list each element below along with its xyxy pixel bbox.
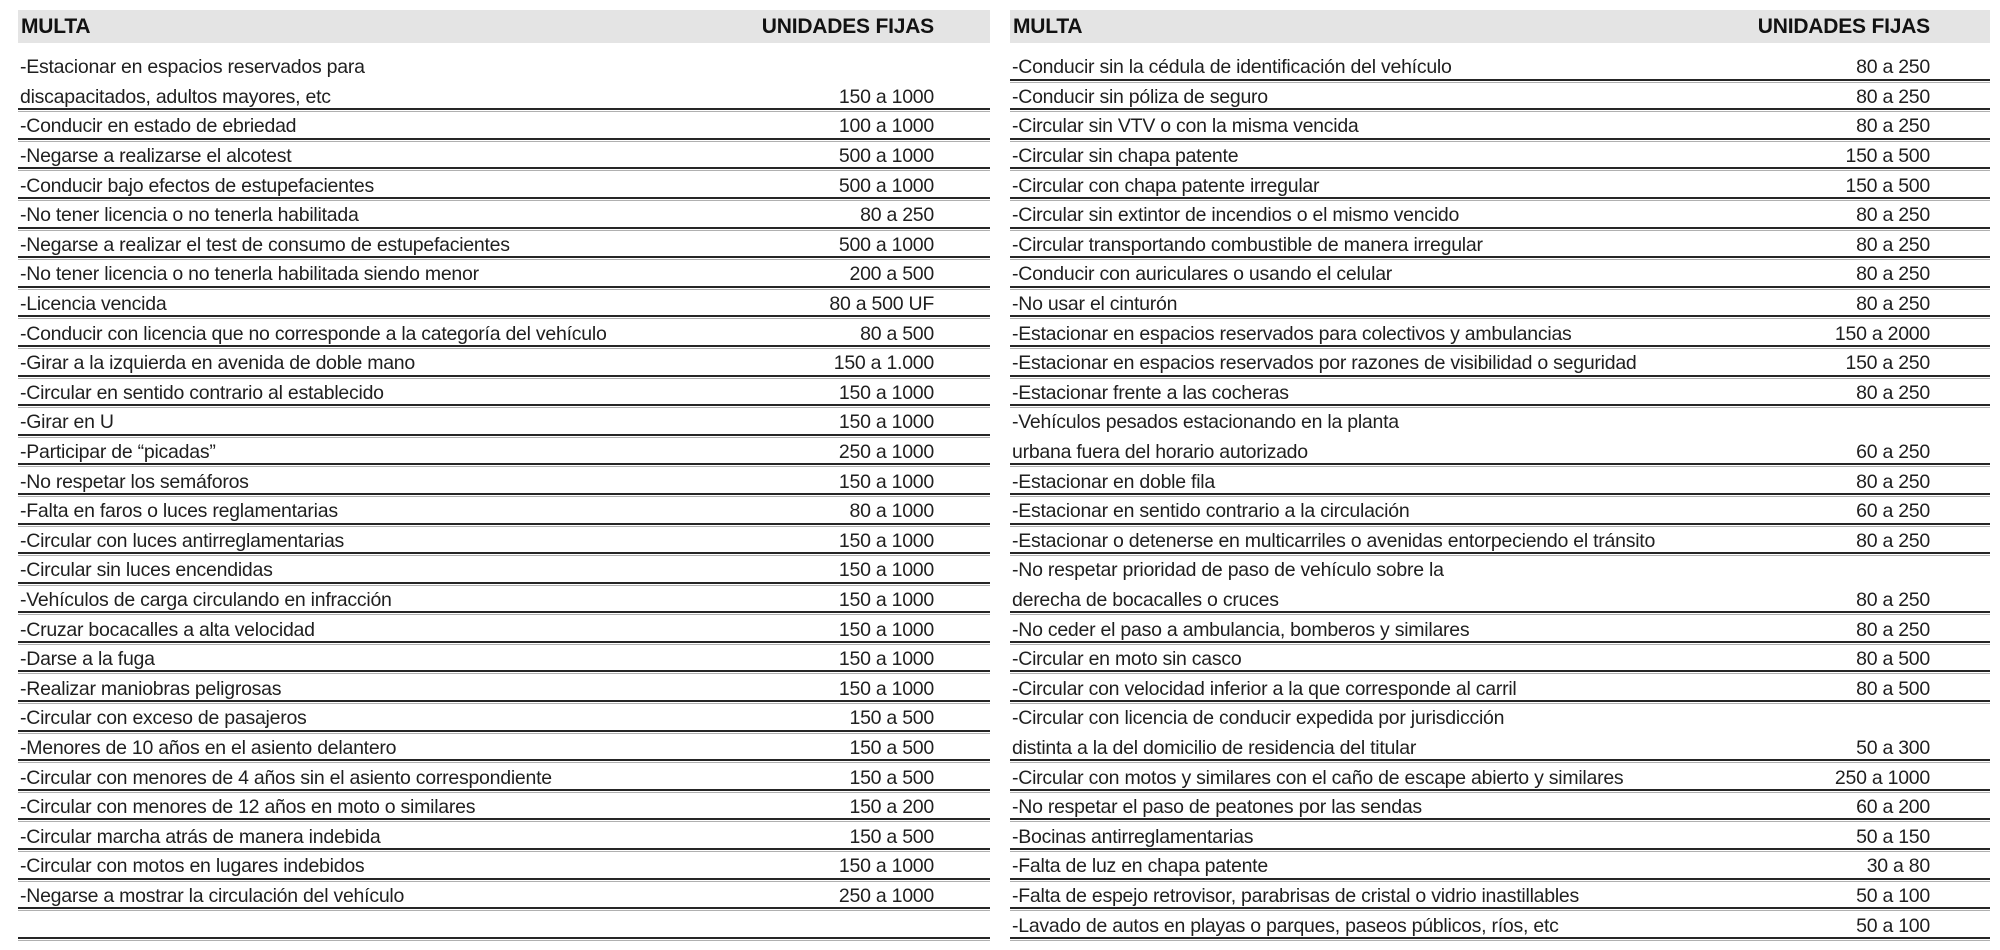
- fine-amount: 80 a 500 UF: [829, 293, 934, 316]
- table-row: [18, 674, 990, 704]
- fine-description: -Estacionar en doble fila: [1012, 470, 1215, 493]
- table-row: [1010, 793, 1990, 823]
- fine-amount: 500 a 1000: [838, 145, 934, 168]
- fine-description: -Negarse a realizar el test de consumo de estupefacientes: [20, 233, 510, 256]
- fine-description: -Circular con exceso de pasajeros: [20, 707, 307, 730]
- header-band-left: [18, 10, 990, 43]
- fine-description: -Estacionar en espacios reservados para: [20, 56, 365, 79]
- fine-amount: 50 a 150: [1856, 825, 1930, 848]
- fine-description: -Vehículos pesados estacionando en la planta: [1012, 411, 1399, 434]
- table-row: [18, 763, 990, 793]
- fine-description: -No respetar prioridad de paso de vehículo sobre la: [1012, 559, 1444, 582]
- fine-amount: 150 a 1000: [838, 470, 934, 493]
- column-header-multa-right: MULTA: [1013, 14, 1083, 38]
- table-row: [1010, 822, 1990, 852]
- fine-description: -Lavado de autos en playas o parques, paseos públicos, ríos, etc: [1012, 914, 1559, 937]
- fine-amount: 150 a 500: [1845, 145, 1930, 168]
- fine-description: -Licencia vencida: [20, 293, 167, 316]
- fine-amount: 80 a 250: [1856, 115, 1930, 138]
- fine-description: -Conducir sin la cédula de identificación del vehículo: [1012, 56, 1452, 79]
- fine-amount: 150 a 500: [849, 766, 934, 789]
- fine-amount: 500 a 1000: [838, 233, 934, 256]
- table-row: [18, 171, 990, 201]
- fine-amount: 150 a 1000: [838, 677, 934, 700]
- fine-amount: 80 a 250: [1856, 56, 1930, 79]
- fine-description: -Circular con velocidad inferior a la que corresponde al carril: [1012, 677, 1517, 700]
- fine-amount: 250 a 1000: [838, 441, 934, 464]
- table-row: [18, 704, 990, 734]
- fine-amount: 150 a 500: [1845, 174, 1930, 197]
- fine-amount: 150 a 250: [1845, 352, 1930, 375]
- fine-description: -Conducir sin póliza de seguro: [1012, 85, 1268, 108]
- table-row: [1010, 674, 1990, 704]
- table-row: [1010, 319, 1990, 349]
- fine-amount: 150 a 2000: [1834, 322, 1930, 345]
- table-row: [1010, 290, 1990, 320]
- fine-description: -Girar a la izquierda en avenida de doble mano: [20, 352, 416, 375]
- column-header-unidades-right: UNIDADES FIJAS: [1757, 14, 1930, 38]
- table-row: [18, 379, 990, 409]
- fine-amount: 80 a 250: [1856, 470, 1930, 493]
- table-row: [18, 142, 990, 172]
- column-header-multa-left: MULTA: [21, 14, 91, 38]
- table-row: [1010, 645, 1990, 675]
- table-row: [18, 497, 990, 527]
- fine-description: -Menores de 10 años en el asiento delantero: [20, 736, 397, 759]
- fine-description: -Girar en U: [20, 411, 114, 434]
- table-row: [1010, 852, 1990, 882]
- fine-amount: 150 a 1000: [838, 529, 934, 552]
- table-row: [18, 586, 990, 616]
- fine-amount: 150 a 1000: [838, 381, 934, 404]
- fine-amount: 150 a 1000: [838, 855, 934, 878]
- fine-description: -Conducir en estado de ebriedad: [20, 115, 297, 138]
- table-row: [1010, 171, 1990, 201]
- fine-description: -No respetar los semáforos: [20, 470, 249, 493]
- fine-description: -Circular con licencia de conducir expedida por jurisdicción: [1012, 707, 1505, 730]
- fine-description: -Conducir con auriculares o usando el celular: [1012, 263, 1393, 286]
- fine-amount: 150 a 1000: [838, 559, 934, 582]
- fine-amount: 50 a 100: [1856, 914, 1930, 937]
- fine-description: -Circular en moto sin casco: [1012, 648, 1242, 671]
- fines-table-left: [18, 53, 990, 941]
- fine-amount: 80 a 500: [1856, 648, 1930, 671]
- table-row: [18, 260, 990, 290]
- fine-amount: 250 a 1000: [1834, 766, 1930, 789]
- table-row: [1010, 497, 1990, 527]
- table-row: [18, 882, 990, 912]
- fine-amount: 150 a 500: [849, 707, 934, 730]
- fine-description: -Conducir con licencia que no corresponde a la categoría del vehículo: [20, 322, 607, 345]
- fine-description: -Realizar maniobras peligrosas: [20, 677, 282, 700]
- fine-description: -Circular con motos en lugares indebidos: [20, 855, 365, 878]
- fine-amount: 30 a 80: [1866, 855, 1930, 878]
- fine-description: -Negarse a mostrar la circulación del vehículo: [20, 884, 405, 907]
- table-row: [1010, 349, 1990, 379]
- table-row: [18, 527, 990, 557]
- fines-table-right: [1010, 53, 1990, 941]
- table-row: [1010, 83, 1990, 113]
- table-row-spacer: [18, 911, 990, 941]
- fine-description: -Circular marcha atrás de manera indebida: [20, 825, 381, 848]
- fine-amount: 100 a 1000: [838, 115, 934, 138]
- fine-description: -Conducir bajo efectos de estupefacientes: [20, 174, 374, 197]
- table-row: [1010, 260, 1990, 290]
- table-row: [18, 438, 990, 468]
- fine-amount: 50 a 300: [1856, 736, 1930, 759]
- fine-amount: 80 a 250: [1856, 588, 1930, 611]
- fine-description: -No tener licencia o no tenerla habilitada siendo menor: [20, 263, 479, 286]
- fine-description: -Estacionar en espacios reservados por razones de visibilidad o seguridad: [1012, 352, 1637, 375]
- fine-description: -Cruzar bocacalles a alta velocidad: [20, 618, 315, 641]
- table-row: [18, 290, 990, 320]
- table-row: [1010, 763, 1990, 793]
- fine-amount: 150 a 1000: [838, 618, 934, 641]
- fine-amount: 80 a 500: [1856, 677, 1930, 700]
- table-row: [18, 734, 990, 764]
- table-row: [1010, 379, 1990, 409]
- fine-description: -No tener licencia o no tenerla habilitada: [20, 204, 359, 227]
- table-row: [1010, 142, 1990, 172]
- fine-description: -Darse a la fuga: [20, 648, 155, 671]
- fine-amount: 80 a 500: [860, 322, 934, 345]
- fine-description: -Estacionar en sentido contrario a la circulación: [1012, 500, 1410, 523]
- table-row: [18, 467, 990, 497]
- fine-description: -Circular con chapa patente irregular: [1012, 174, 1320, 197]
- fine-description: -Circular sin luces encendidas: [20, 559, 273, 582]
- table-row: [1010, 112, 1990, 142]
- fine-description: -Circular transportando combustible de manera irregular: [1012, 233, 1483, 256]
- table-row: [1010, 467, 1990, 497]
- table-row: [18, 645, 990, 675]
- fine-description: -Negarse a realizarse el alcotest: [20, 145, 292, 168]
- table-row: [1010, 408, 1990, 467]
- fine-amount: 80 a 250: [1856, 233, 1930, 256]
- table-row: [18, 201, 990, 231]
- fine-amount: 150 a 500: [849, 736, 934, 759]
- table-row: [18, 319, 990, 349]
- fine-description: -Circular con luces antirreglamentarias: [20, 529, 345, 552]
- table-row: [18, 852, 990, 882]
- table-row: [1010, 231, 1990, 261]
- fine-description: -Circular con menores de 4 años sin el asiento correspondiente: [20, 766, 552, 789]
- fine-description: -No respetar el paso de peatones por las sendas: [1012, 796, 1422, 819]
- fine-description: -No ceder el paso a ambulancia, bomberos y similares: [1012, 618, 1470, 641]
- fine-description: -Circular sin extintor de incendios o el mismo vencido: [1012, 204, 1460, 227]
- fine-amount: 80 a 250: [1856, 381, 1930, 404]
- fine-amount: 80 a 250: [1856, 204, 1930, 227]
- fine-amount: 60 a 250: [1856, 500, 1930, 523]
- fine-amount: 60 a 200: [1856, 796, 1930, 819]
- table-row: [18, 556, 990, 586]
- fine-description: discapacitados, adultos mayores, etc: [20, 85, 331, 108]
- fine-description: -Bocinas antirreglamentarias: [1012, 825, 1254, 848]
- fine-description: -Circular en sentido contrario al establecido: [20, 381, 384, 404]
- fine-amount: 80 a 250: [860, 204, 934, 227]
- fine-amount: 80 a 250: [1856, 293, 1930, 316]
- fine-description: derecha de bocacalles o cruces: [1012, 588, 1279, 611]
- fine-amount: 200 a 500: [849, 263, 934, 286]
- table-row: [18, 231, 990, 261]
- table-row: [18, 793, 990, 823]
- table-row: [1010, 201, 1990, 231]
- fine-description: -Estacionar o detenerse en multicarriles o avenidas entorpeciendo el tránsito: [1012, 529, 1656, 552]
- table-row: [1010, 53, 1990, 83]
- fine-description: -Falta de luz en chapa patente: [1012, 855, 1268, 878]
- fine-description: -Circular sin chapa patente: [1012, 145, 1239, 168]
- fine-description: -Circular sin VTV o con la misma vencida: [1012, 115, 1359, 138]
- fine-amount: 150 a 200: [849, 796, 934, 819]
- fine-description: -Falta de espejo retrovisor, parabrisas de cristal o vidrio inastillables: [1012, 884, 1580, 907]
- table-row: [1010, 527, 1990, 557]
- table-row: [18, 349, 990, 379]
- fine-description: -Vehículos de carga circulando en infracción: [20, 588, 392, 611]
- fine-amount: 80 a 250: [1856, 618, 1930, 641]
- fine-description: -No usar el cinturón: [1012, 293, 1178, 316]
- table-row: [1010, 911, 1990, 941]
- fine-amount: 150 a 1.000: [833, 352, 934, 375]
- fine-description: distinta a la del domicilio de residencia del titular: [1012, 736, 1417, 759]
- table-row: [1010, 556, 1990, 615]
- fine-description: -Circular con menores de 12 años en moto o similares: [20, 796, 476, 819]
- fine-amount: 150 a 1000: [838, 85, 934, 108]
- fine-amount: 150 a 1000: [838, 588, 934, 611]
- table-row: [18, 53, 990, 112]
- fine-description: -Circular con motos y similares con el caño de escape abierto y similares: [1012, 766, 1624, 789]
- table-row: [1010, 882, 1990, 912]
- fine-description: urbana fuera del horario autorizado: [1012, 441, 1308, 464]
- fine-amount: 150 a 500: [849, 825, 934, 848]
- fine-amount: 250 a 1000: [838, 884, 934, 907]
- fine-description: -Falta en faros o luces reglamentarias: [20, 500, 338, 523]
- fine-description: -Participar de “picadas”: [20, 441, 216, 464]
- table-row: [18, 615, 990, 645]
- table-row: [18, 112, 990, 142]
- fine-amount: 60 a 250: [1856, 441, 1930, 464]
- header-band-right: [1010, 10, 1990, 43]
- table-row: [18, 822, 990, 852]
- fine-amount: 80 a 1000: [849, 500, 934, 523]
- fine-amount: 80 a 250: [1856, 529, 1930, 552]
- fine-amount: 80 a 250: [1856, 263, 1930, 286]
- fine-description: -Estacionar en espacios reservados para colectivos y ambulancias: [1012, 322, 1572, 345]
- fine-amount: 150 a 1000: [838, 411, 934, 434]
- column-header-unidades-left: UNIDADES FIJAS: [761, 14, 934, 38]
- fine-amount: 80 a 250: [1856, 85, 1930, 108]
- table-row: [18, 408, 990, 438]
- table-row: [1010, 704, 1990, 763]
- fine-amount: 50 a 100: [1856, 884, 1930, 907]
- fine-description: -Estacionar frente a las cocheras: [1012, 381, 1289, 404]
- table-row: [1010, 615, 1990, 645]
- fine-amount: 150 a 1000: [838, 648, 934, 671]
- fine-amount: 500 a 1000: [838, 174, 934, 197]
